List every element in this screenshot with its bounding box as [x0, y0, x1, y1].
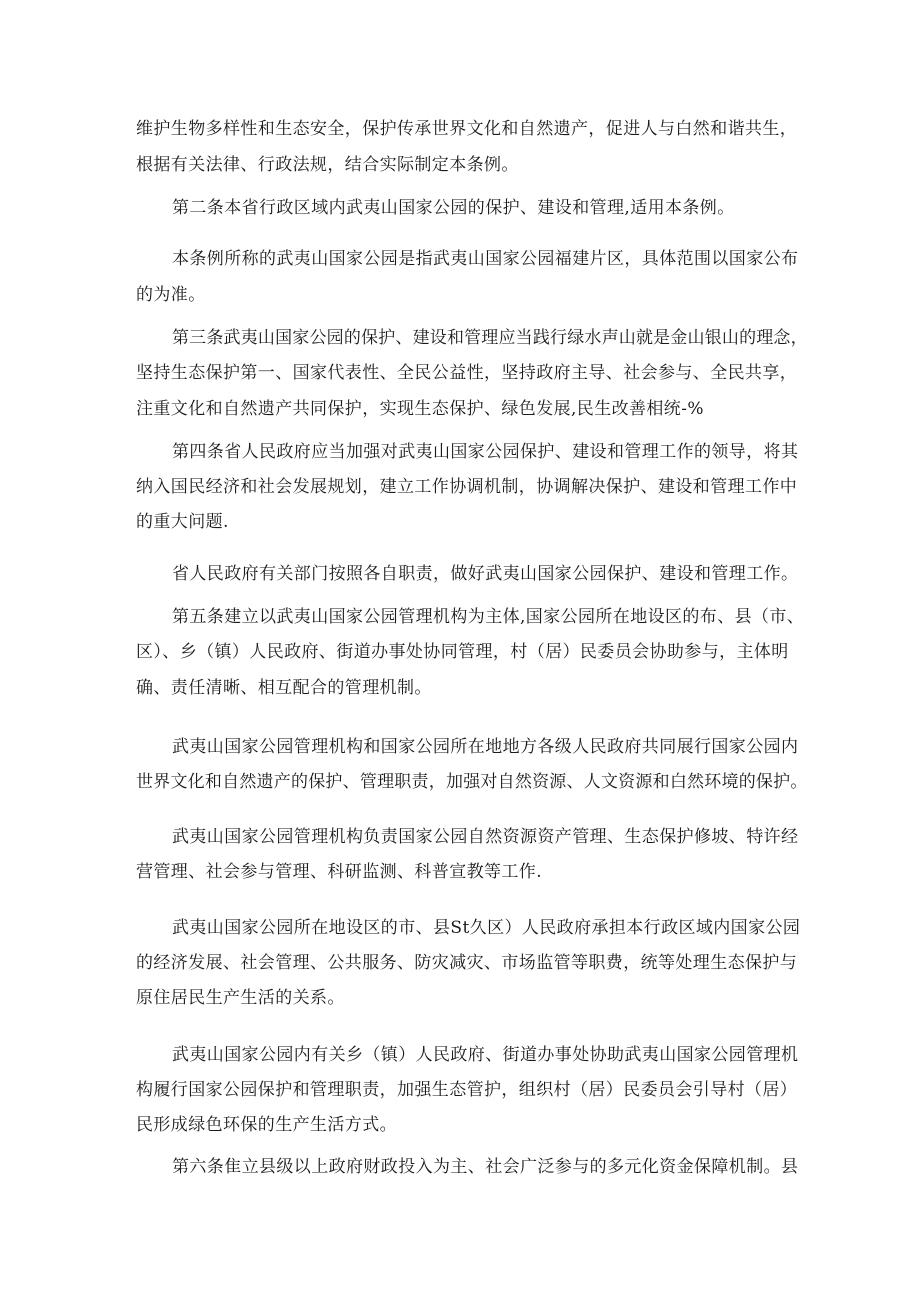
text-line-7: 坚持生态保护第一、国家代表性、全民公益性，坚持政府主导、社会参与、全民共享， — [136, 363, 798, 383]
text-line-5: 的为准。 — [136, 285, 206, 305]
text-line-16: 武夷山国家公园管理机构和国家公园所在地地方各级人民政府共同展行国家公园内 — [172, 737, 799, 757]
text-line-12: 省人民政府有关部门按照各自职责，做好武夷山国家公园保护、建设和管理工作。 — [172, 564, 799, 584]
text-line-21: 的经济发展、社会管理、公共服务、防灾减灾、市场监管等职费，统等处理生态保护与 — [136, 953, 798, 973]
text-line-25: 民形成绿色环保的生产生活方式。 — [136, 1115, 397, 1135]
text-line-6: 第三条武夷山国家公园的保护、建设和管理应当践行绿水声山就是金山银山的理念， — [172, 328, 808, 348]
text-line-9: 第四条省人民政府应当加强对武夷山国家公园保护、建设和管理工作的领导，将其 — [172, 442, 799, 462]
text-line-2: 根据有关法律、行政法规，结合实际制定本条例。 — [136, 155, 519, 175]
text-line-14: 区）、乡（镇）人民政府、街道办事处协同管理，村（居）民委员会协助参与，主体明 — [136, 642, 789, 662]
text-line-4: 本条例所称的武夷山国家公园是指武夷山国家公园福建片区，具体范围以国家公布 — [172, 249, 799, 269]
text-line-17: 世界文化和自然遗产的保护、管理职责，加强对自然资源、人文资源和白然环境的保护。 — [136, 772, 808, 792]
text-line-1: 维护生物多样性和生态安全，保护传承世界文化和自然遗产，促进人与白然和谐共生， — [136, 119, 798, 139]
text-line-19: 营管理、社会参与管理、科研监测、科普宣教等工作. — [136, 862, 543, 882]
text-line-10: 纳入国民经济和社会发展规划，建立工作协调机制，协调解决保护、建设和管理工作中 — [136, 477, 798, 497]
text-line-22: 原住居民生产生活的关系。 — [136, 988, 345, 1008]
text-line-23: 武夷山国家公园内有关乡（镇）人民政府、街道办事处协助武夷山国家公园管理机 — [172, 1045, 799, 1065]
text-line-3: 第二条本省行政区域内武夷山国家公园的保护、建设和管理,适用本条例。 — [172, 198, 735, 218]
text-line-15: 确、责任清晰、相互配合的管理机制。 — [136, 678, 432, 698]
text-line-18: 武夷山国家公园管理机构负责国家公园自然资源资产管理、生态保护修坡、特许经 — [172, 827, 799, 847]
text-line-24: 构履行国家公园保护和管理职责，加强生态管护，组织村（居）民委员会引导村（居） — [136, 1080, 798, 1100]
text-line-8: 注重文化和自然遗产共同保护，实现生态保护、绿色发展,民生改善相统-% — [136, 399, 704, 419]
text-line-26: 第六条隹立县级以上政府财政投入为主、社会广泛参与的多元化资金保障机制。县 — [172, 1157, 799, 1177]
text-line-20: 武夷山国家公园所在地设区的市、县St久区）人民政府承担本行政区域内国家公园 — [172, 918, 801, 938]
text-line-11: 的重大问题. — [136, 512, 229, 532]
text-line-13: 第五条建立以武夷山国家公园管理机构为主体,国家公园所在地设区的布、县（市、 — [172, 607, 805, 627]
